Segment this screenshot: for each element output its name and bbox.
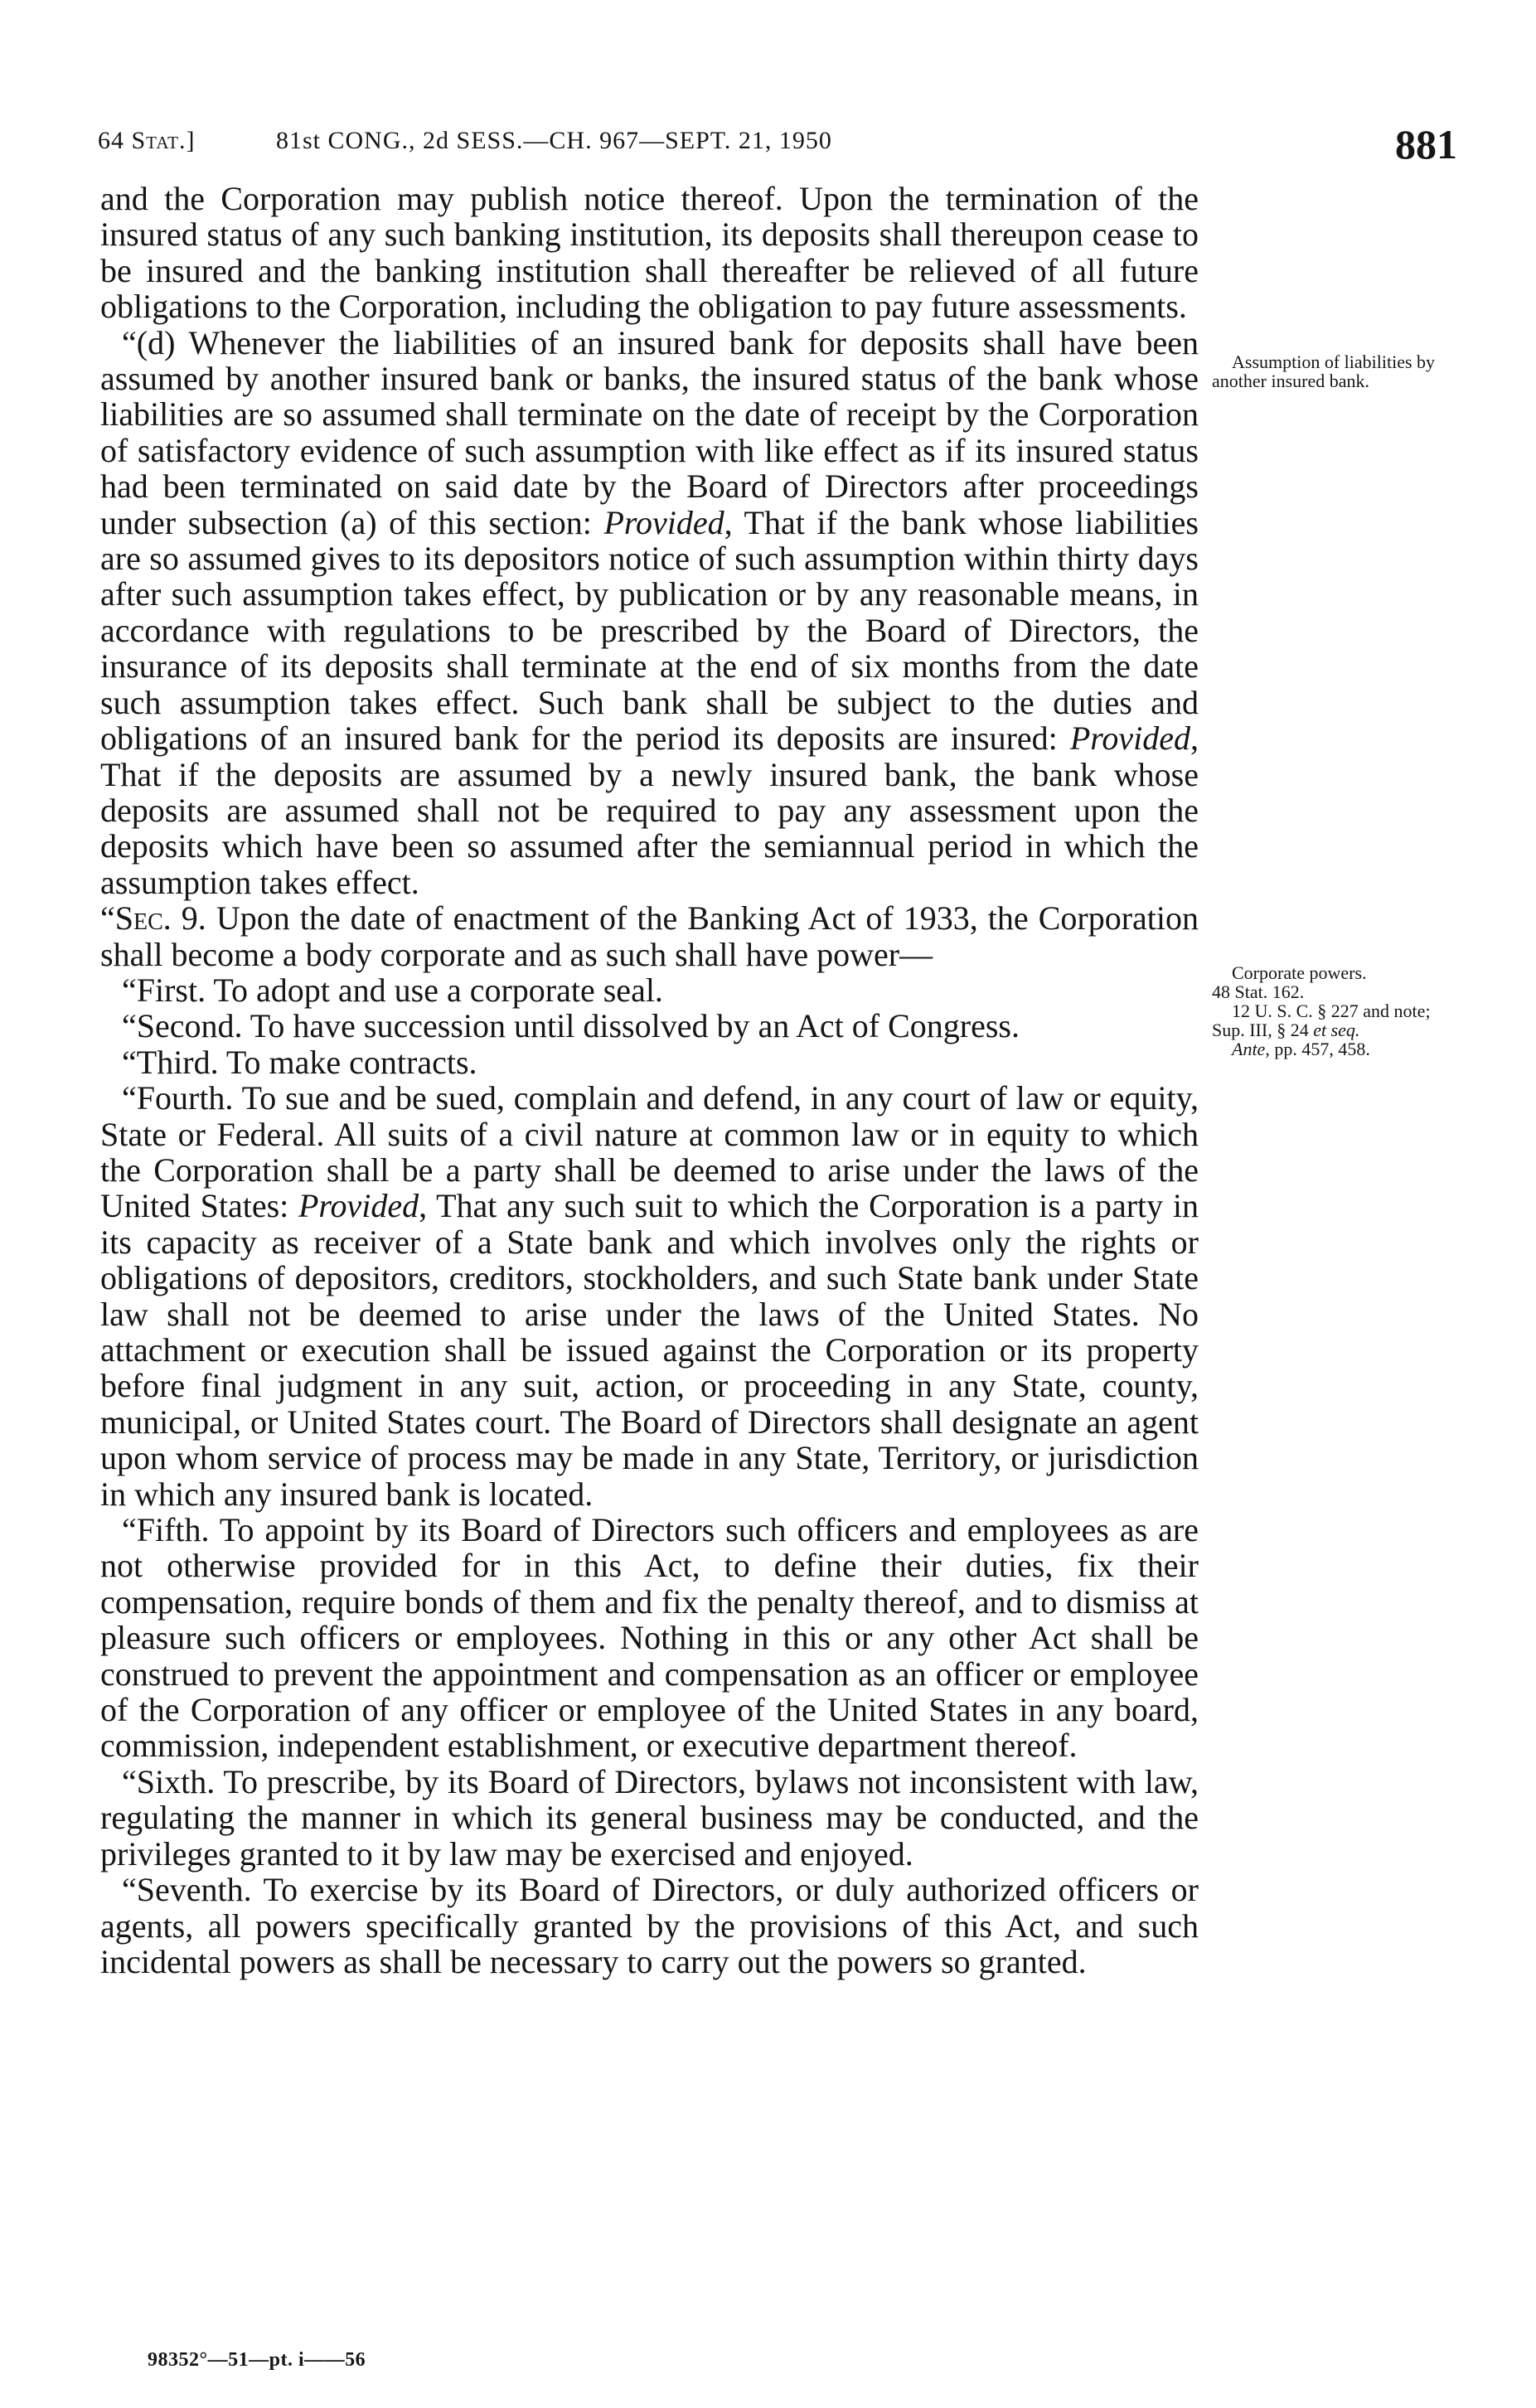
provided-italic: Provided	[298, 1187, 419, 1225]
paragraph-seventh: “Seventh. To exercise by its Board of Directors, or duly authorized officers or agents, all powers specifically granted by the provisions of this Act, and such incidental powers as shall be necessary to carry out the powers so granted.	[100, 1871, 1199, 1980]
margin-note-corporate-powers	[1212, 963, 1461, 1059]
paragraph-termination: and the Corporation may publish notice thereof. Upon the termination of the insured status of any such banking institution, its deposits shall thereupon cease to be insured and the banking institution shall thereafter be relieved of all future obligations to the Corporation, including the obligation to pay future assessments.	[100, 180, 1199, 326]
provided-italic: Provided	[603, 503, 724, 541]
session-chapter-date: 81st CONG., 2d SESS.—CH. 967—SEPT. 21, 1950	[276, 127, 832, 154]
paragraph-second: “Second. To have succession until dissolved by an Act of Congress.	[122, 1007, 1020, 1045]
running-header	[98, 120, 1457, 170]
stat-reference: 64 Stat.]	[98, 127, 196, 154]
margin-note-stat-citation: 48 Stat. 162.	[1212, 981, 1305, 1002]
margin-note-title: Corporate powers.	[1232, 962, 1367, 983]
paragraph-subsection-d: “(d) Whenever the liabilities of an insured bank for deposits shall have been assumed by another insured bank or banks, the insured status of the bank whose liabilities are so assumed shall terminate on the date of receipt by the Corporation of satisfactory evidence of such assumption with like effect as if its insured status had been terminated on said date by the Board of Directors after proceedings under subsection (a) of this section: Provided, That if the bank whose liabilities are so assumed gives to its depositors notice of such assumption within thirty days after such assumption takes effect, by publication or by any reasonable means, in accordance with regulations to be prescribed by the Board of Directors, the insurance of its deposits shall terminate at the end of six months from the date such assumption takes effect. Such bank shall be subject to the duties and obligations of an insured bank for the period its deposits are insured: Provided, That if the deposits are assumed by a newly insured bank, the bank whose deposits are assumed shall not be required to pay any assessment upon the deposits which have been so assumed after the semiannual period in which the assumption takes effect.	[100, 323, 1199, 901]
paragraph-sixth: “Sixth. To prescribe, by its Board of Directors, bylaws not inconsistent with law, regulating the manner in which its general business may be conducted, and the privileges granted to it by law may be exercised and enjoyed.	[100, 1762, 1199, 1873]
paragraph-first: “First. To adopt and use a corporate seal.	[122, 971, 663, 1009]
margin-note-ante: Ante, pp. 457, 458.	[1232, 1039, 1370, 1059]
statute-body	[100, 181, 1199, 1979]
margin-note-assumption: Assumption of liabilities by another insured bank.	[1212, 351, 1436, 391]
margin-note-usc-citation: 12 U. S. C. § 227 and note; Sup. III, § 24 et seq.	[1212, 1001, 1431, 1040]
paragraph-fourth: “Fourth. To sue and be sued, complain and defend, in any court of law or equity, State or Federal. All suits of a civil nature at common law or in equity to which the Corporation shall be a party shall be deemed to arise under the laws of the United States: Provided, That any such suit to which the Corporation is a party in its capacity as receiver of a State bank and which involves only the rights or obligations of depositors, creditors, stockholders, and such State bank under State law shall not be deemed to arise under the laws of the United States. No attachment or execution shall be issued against the Corporation or its property before final judgment in any suit, action, or proceeding in any State, county, municipal, or United States court. The Board of Directors shall designate an agent upon whom service of process may be made in any State, Territory, or jurisdiction in which any insured bank is located.	[100, 1079, 1199, 1513]
section-label: “Sec.	[100, 899, 172, 938]
paragraph-third: “Third. To make contracts.	[122, 1043, 477, 1081]
print-code-footer: 98352°—51—pt. i——56	[148, 2349, 366, 2371]
paragraph-fifth: “Fifth. To appoint by its Board of Directors such officers and employees as are not otherwise provided for in this Act, to define their duties, fix their compensation, require bonds of them and fix the penalty thereof, and to dismiss at pleasure such officers or employees. Nothing in this or any other Act shall be construed to prevent the appointment and compensation as an officer or employee of the Corporation of any officer or employee of the United States in any board, commission, independent establishment, or executive department thereof.	[100, 1511, 1199, 1765]
provided-italic: Provided	[1069, 719, 1190, 758]
paragraph-sec-9: “Sec. 9. Upon the date of enactment of the Banking Act of 1933, the Corporation shall become a body corporate and as such shall have power—	[100, 899, 1199, 973]
page-number: 881	[1395, 121, 1457, 167]
